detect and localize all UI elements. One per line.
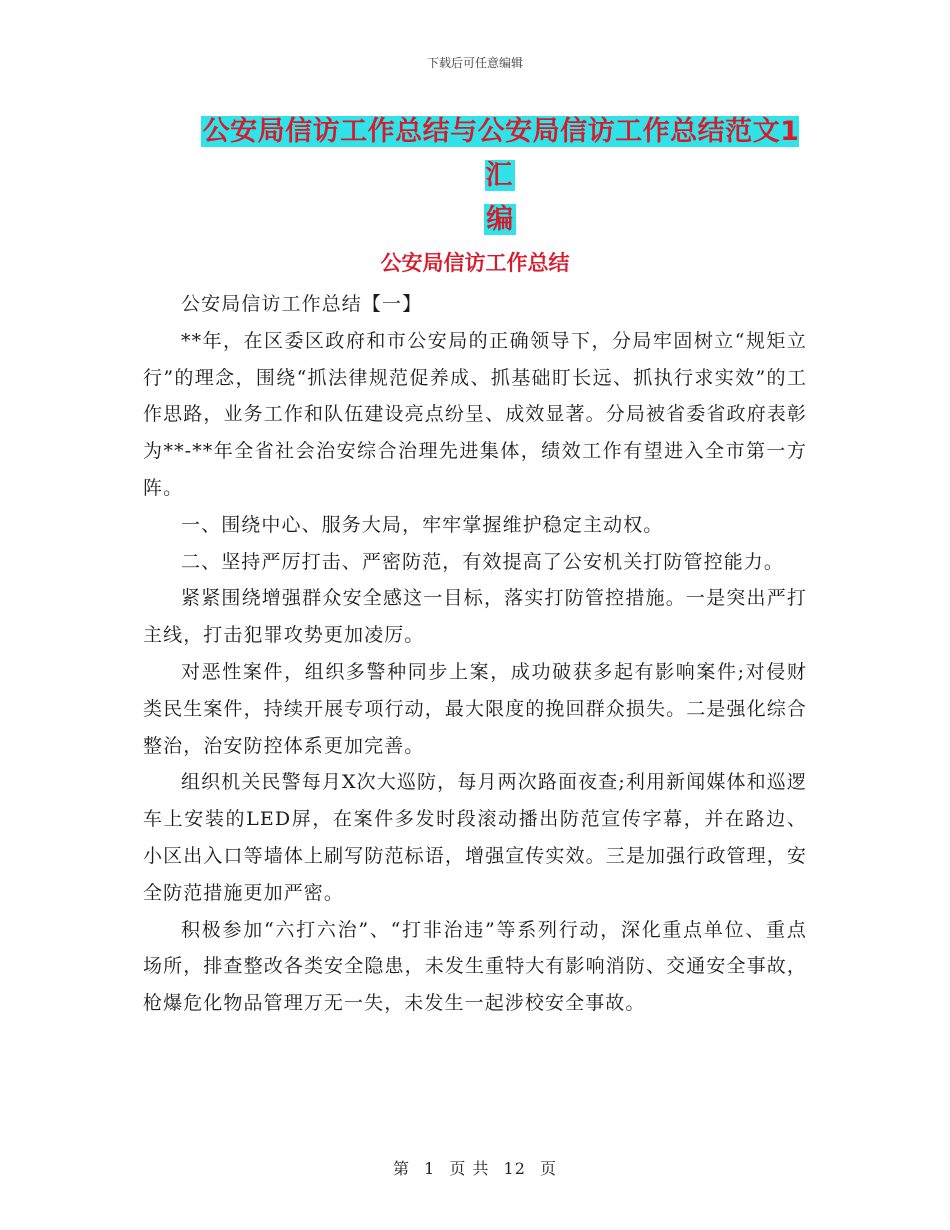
document-title-line-1: 公安局信访工作总结与公安局信访工作总结范文1汇	[202, 116, 800, 191]
page-label-prefix: 第	[392, 1159, 410, 1178]
paragraph: 公安局信访工作总结【一】	[181, 293, 423, 315]
page-label-suffix: 页	[540, 1159, 558, 1178]
page-label-mid: 页 共	[449, 1159, 490, 1178]
paragraph: 对恶性案件，组织多警种同步上案，成功破获多起有影响案件;对侵财类民生案件，持续开展专项行动，最大限度的挽回群众损失。二是强化综合整治，治安防控体系更加完善。	[143, 660, 807, 757]
section-heading: 公安局信访工作总结	[380, 251, 570, 275]
header-note: 下载后可任意编辑	[426, 56, 523, 70]
document-body	[143, 286, 807, 1022]
paragraph: 紧紧围绕增强群众安全感这一目标，落实打防管控措施。一是突出严打主线，打击犯罪攻势更加凌厉。	[143, 587, 807, 647]
paragraph: 二、坚持严厉打击、严密防范，有效提高了公安机关打防管控能力。	[181, 550, 785, 573]
document-title	[190, 110, 810, 242]
paragraph: 积极参加“六打六治”、“打非治违”等系列行动，深化重点单位、重点场所，排查整改各类安全隐患，未发生重特大有影响消防、交通安全事故，枪爆危化物品管理万无一失，未发生一起涉校安全事故。	[143, 918, 807, 1015]
paragraph: 一、围绕中心、服务大局，牢牢掌握维护稳定主动权。	[181, 513, 664, 536]
page-footer	[0, 1156, 950, 1179]
paragraph: 组织机关民警每月X次大巡防，每月两次路面夜查;利用新闻媒体和巡逻车上安装的LED屏，在案件多发时段滚动播出防范宣传字幕，并在路边、小区出入口等墙体上刷写防范标语，增强宣传实效。三是加强行政管理，安全防范措施更加严密。	[143, 771, 807, 904]
paragraph: **年，在区委区政府和市公安局的正确领导下，分局牢固树立“规矩立行”的理念，围绕“抓法律规范促养成、抓基础盯长远、抓执行求实效”的工作思路，业务工作和队伍建设亮点纷呈、成效显著。分局被省委省政府表彰为**-**年全省社会治安综合治理先进集体，绩效工作有望进入全市第一方阵。	[143, 329, 807, 499]
document-title-line-2: 编	[486, 204, 514, 235]
page-total: 12	[503, 1159, 526, 1178]
page-current: 1	[424, 1159, 436, 1178]
